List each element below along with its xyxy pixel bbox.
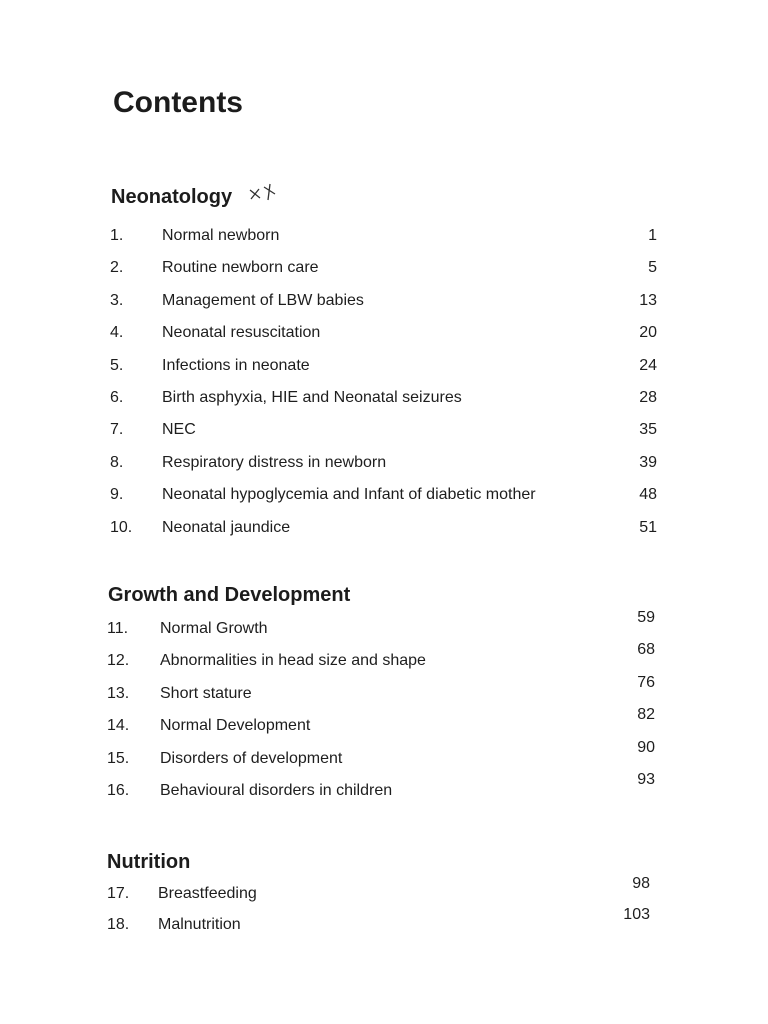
toc-entry-number: 17. bbox=[107, 885, 130, 902]
toc-entry-number: 18. bbox=[107, 916, 130, 933]
toc-entry-label: Infections in neonate bbox=[162, 356, 310, 374]
section-heading-neonatology: Neonatology bbox=[111, 186, 233, 208]
toc-entry-page: 76 bbox=[637, 673, 655, 691]
toc-entry-label: Neonatal hypoglycemia and Infant of diabetic mother bbox=[162, 486, 536, 504]
toc-entry-page: 28 bbox=[639, 389, 657, 406]
toc-entry-number: 15. bbox=[107, 749, 130, 767]
toc-entry-number: 7. bbox=[110, 421, 124, 439]
toc-entry-label: Respiratory distress in newborn bbox=[162, 453, 387, 471]
toc-entry-label: Breastfeeding bbox=[158, 885, 257, 902]
handwritten-mark-icon bbox=[248, 182, 278, 206]
toc-entry-page: 35 bbox=[639, 421, 657, 439]
section-heading-growth-and-development: Growth and Development bbox=[108, 584, 351, 606]
toc-entry-page: 98 bbox=[632, 875, 650, 892]
toc-entry-page: 93 bbox=[637, 771, 655, 788]
toc-entry-page: 5 bbox=[648, 259, 657, 277]
toc-entry-number: 3. bbox=[110, 291, 124, 309]
toc-entry-number: 14. bbox=[107, 717, 130, 735]
toc-entry-label: NEC bbox=[162, 421, 196, 439]
toc-entry-label: Neonatal jaundice bbox=[162, 518, 291, 536]
toc-entry-number: 16. bbox=[107, 782, 130, 799]
toc-entry-label: Disorders of development bbox=[160, 749, 343, 767]
toc-entry-label: Normal Growth bbox=[160, 620, 268, 637]
toc-entry-page: 24 bbox=[639, 356, 657, 374]
toc-entry-page: 103 bbox=[623, 906, 650, 923]
toc-entry-page: 82 bbox=[637, 706, 655, 724]
toc-entry-page: 68 bbox=[637, 641, 655, 659]
toc-entry-number: 6. bbox=[110, 389, 124, 406]
toc-entry-label: Management of LBW babies bbox=[162, 291, 364, 309]
toc-entry-number: 5. bbox=[110, 356, 124, 374]
toc-entry-number: 11. bbox=[107, 620, 129, 637]
toc-entry-label: Routine newborn care bbox=[162, 259, 319, 277]
toc-entry-number: 9. bbox=[110, 486, 124, 504]
toc-entry-page: 51 bbox=[639, 518, 657, 536]
toc-entry-label: Behavioural disorders in children bbox=[160, 782, 393, 799]
toc-entry-number: 4. bbox=[110, 324, 124, 342]
toc-entry-number: 1. bbox=[110, 227, 124, 244]
toc-entry-number: 10. bbox=[110, 518, 133, 536]
toc-entry-label: Malnutrition bbox=[158, 916, 241, 933]
section-heading-nutrition: Nutrition bbox=[107, 851, 191, 873]
toc-entry-page: 90 bbox=[637, 738, 655, 756]
toc-entry-label: Abnormalities in head size and shape bbox=[160, 652, 426, 670]
toc-entry-page: 13 bbox=[639, 291, 657, 309]
toc-entry-number: 13. bbox=[107, 684, 130, 702]
toc-entry-number: 12. bbox=[107, 652, 130, 670]
toc-entry-page: 39 bbox=[639, 453, 657, 471]
toc-entry-page: 1 bbox=[648, 227, 657, 244]
page-title: Contents bbox=[113, 86, 243, 119]
toc-entry-page: 59 bbox=[637, 609, 655, 626]
toc-entry-label: Neonatal resuscitation bbox=[162, 324, 321, 342]
toc-entry-label: Normal newborn bbox=[162, 227, 280, 244]
toc-entry-label: Normal Development bbox=[160, 717, 311, 735]
toc-entry-label: Birth asphyxia, HIE and Neonatal seizures bbox=[162, 389, 462, 406]
toc-entry-number: 8. bbox=[110, 453, 124, 471]
toc-entry-page: 20 bbox=[639, 324, 657, 342]
toc-entry-page: 48 bbox=[639, 486, 657, 504]
toc-entry-number: 2. bbox=[110, 259, 124, 277]
toc-entry-label: Short stature bbox=[160, 684, 252, 702]
